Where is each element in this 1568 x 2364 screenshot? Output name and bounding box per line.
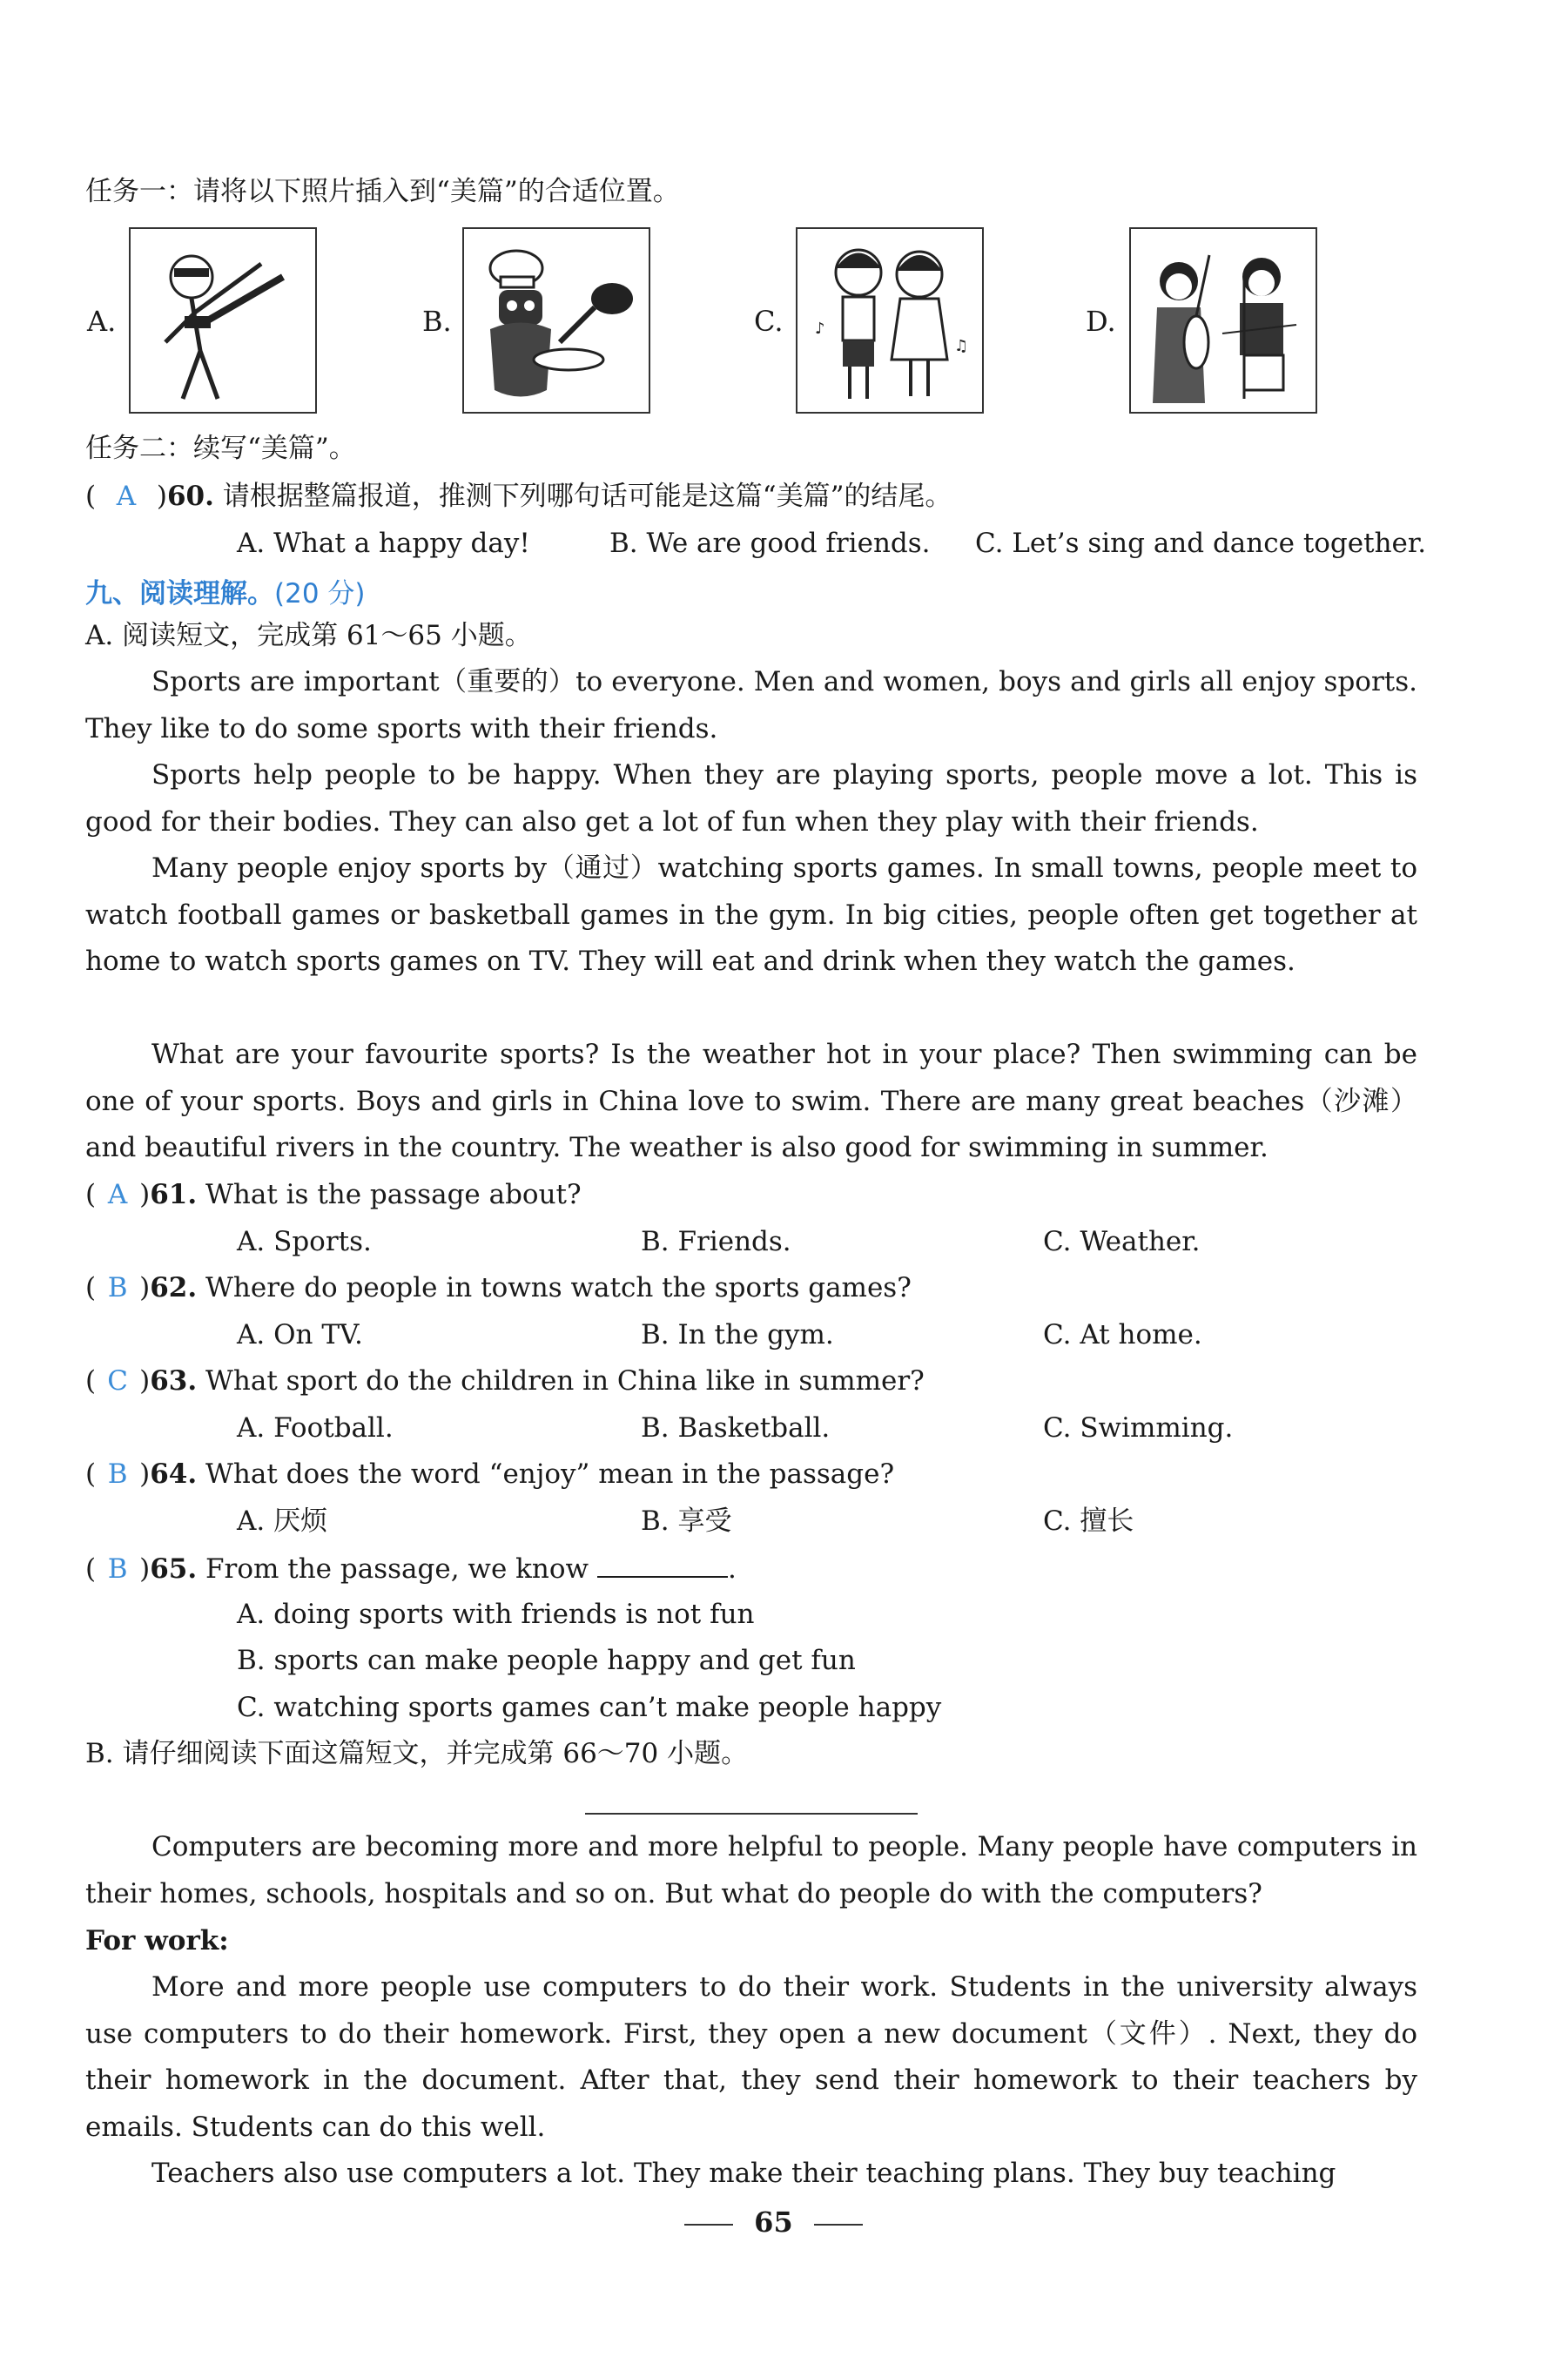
number-61: 61. bbox=[150, 1179, 198, 1210]
task2-title: 任务二：续写“美篇”。 bbox=[85, 433, 356, 464]
for-work-heading: For work: bbox=[85, 1925, 229, 1957]
photo-label-b: B. bbox=[422, 305, 452, 338]
option-63-c: C. Swimming. bbox=[1043, 1412, 1234, 1444]
singing-children-icon bbox=[797, 229, 982, 412]
partA-paragraph-1: Sports are important（重要的）to everyone. Men and women, boys and girls all enjoy sports. They like to do some sports with their friends. bbox=[85, 666, 1417, 744]
option-65-b: B. sports can make people happy and get fun bbox=[237, 1645, 856, 1676]
musicians-icon bbox=[1131, 229, 1316, 412]
question-64: ( B )64. What does the word “enjoy” mean in the passage? bbox=[85, 1458, 895, 1490]
partA-paragraph-4: What are your favourite sports? Is the weather hot in your place? Then swimming can be one of your sports. Boys and girls in China love to swim. There are many great beaches（沙滩）and beautiful rivers in the country. The weather is also good for swimming in summer. bbox=[85, 1039, 1417, 1163]
option-62-a: A. On TV. bbox=[237, 1319, 363, 1350]
number-64: 64. bbox=[150, 1458, 198, 1490]
photo-label-d: D. bbox=[1086, 305, 1116, 338]
photo-d bbox=[1129, 227, 1317, 414]
page-footer bbox=[684, 2205, 863, 2239]
question-62: ( B )62. Where do people in towns watch the sports games? bbox=[85, 1272, 912, 1303]
partA-instruction: A. 阅读短文，完成第 61～65 小题。 bbox=[85, 620, 532, 651]
question-63: ( C )63. What sport do the children in China like in summer? bbox=[85, 1365, 925, 1397]
section9-header bbox=[85, 571, 366, 610]
task1-title: 任务一：请将以下照片插入到“美篇”的合适位置。 bbox=[85, 176, 680, 207]
answer-61: A bbox=[107, 1179, 128, 1210]
option-60-b: B. We are good friends. bbox=[609, 528, 931, 559]
footer-dash-left bbox=[684, 2224, 733, 2226]
option-61-b: B. Friends. bbox=[641, 1226, 791, 1257]
number-63: 63. bbox=[150, 1365, 198, 1397]
stem-60: 请根据整篇报道，推测下列哪句话可能是这篇“美篇”的结尾。 bbox=[222, 481, 952, 512]
number-65: 65. bbox=[150, 1553, 198, 1585]
title-blank-line bbox=[585, 1813, 918, 1815]
partB-paragraph-1: Computers are becoming more and more helpful to people. Many people have computers in their homes, schools, hospitals and so on. But what do people do with the computers? bbox=[85, 1831, 1417, 1909]
option-62-b: B. In the gym. bbox=[641, 1319, 834, 1350]
stem-63: What sport do the children in China like in summer? bbox=[205, 1365, 925, 1397]
page-number: 65 bbox=[754, 2206, 793, 2239]
photo-label-a: A. bbox=[87, 305, 117, 338]
option-64-b: B. 享受 bbox=[641, 1505, 732, 1537]
partA-paragraph-3: Many people enjoy sports by（通过）watching sports games. In small towns, people meet to watch football games or basketball games in the gym. In big cities, people often get together at home to watch sports games on TV. They will eat and drink when they watch the games. bbox=[85, 852, 1417, 977]
option-62-c: C. At home. bbox=[1043, 1319, 1202, 1350]
option-63-b: B. Basketball. bbox=[641, 1412, 831, 1444]
number-60: 60. bbox=[166, 481, 214, 512]
photo-a bbox=[129, 227, 317, 414]
section9-score: (20 分) bbox=[274, 578, 366, 610]
option-61-a: A. Sports. bbox=[237, 1226, 372, 1257]
option-61-c: C. Weather. bbox=[1043, 1226, 1201, 1257]
number-62: 62. bbox=[150, 1272, 198, 1303]
stem-65: From the passage, we know bbox=[205, 1553, 589, 1585]
answer-blank-65[interactable] bbox=[597, 1550, 728, 1578]
partB-paragraph-2: More and more people use computers to do their work. Students in the university always use computers to do their homework. First, they open a new document（文件）. Next, they do their homework in the document. After that, they send their homework to their teachers by emails. Students can do this well. bbox=[85, 1971, 1417, 2143]
option-64-a: A. 厌烦 bbox=[237, 1505, 328, 1537]
robot-chef-icon bbox=[464, 229, 649, 412]
karate-boy-icon bbox=[131, 229, 315, 412]
partB-instruction: B. 请仔细阅读下面这篇短文，并完成第 66～70 小题。 bbox=[85, 1738, 749, 1769]
photo-label-c: C. bbox=[754, 305, 784, 338]
answer-63: C bbox=[107, 1365, 128, 1397]
partA-paragraph-2: Sports help people to be happy. When they are playing sports, people move a lot. This is good for their bodies. They can also get a lot of fun when they play with their friends. bbox=[85, 759, 1417, 838]
footer-dash-right bbox=[814, 2224, 863, 2226]
stem-62: Where do people in towns watch the sports games? bbox=[205, 1272, 912, 1303]
question-65: ( B )65. From the passage, we know . bbox=[85, 1550, 737, 1586]
option-64-c: C. 擅长 bbox=[1043, 1505, 1134, 1537]
partB-paragraph-3: Teachers also use computers a lot. They make their teaching plans. They buy teaching bbox=[151, 2158, 1336, 2189]
svg-text:♫: ♫ bbox=[954, 337, 969, 355]
option-63-a: A. Football. bbox=[237, 1412, 394, 1444]
photo-b bbox=[462, 227, 650, 414]
photo-c bbox=[796, 227, 984, 414]
question-61: ( A )61. What is the passage about? bbox=[85, 1179, 582, 1210]
option-60-c: C. Let’s sing and dance together. bbox=[975, 528, 1427, 559]
stem-65-end: . bbox=[727, 1553, 737, 1585]
question-60: ( A )60. 请根据整篇报道，推测下列哪句话可能是这篇“美篇”的结尾。 bbox=[85, 481, 952, 512]
answer-64: B bbox=[107, 1458, 128, 1490]
answer-65: B bbox=[107, 1553, 128, 1585]
option-60-a: A. What a happy day! bbox=[237, 528, 530, 559]
option-65-a: A. doing sports with friends is not fun bbox=[237, 1599, 755, 1630]
answer-62: B bbox=[107, 1272, 128, 1303]
answer-60: A bbox=[116, 481, 137, 512]
section9-title: 九、阅读理解。 bbox=[85, 578, 274, 610]
stem-61: What is the passage about? bbox=[205, 1179, 582, 1210]
svg-text:♪: ♪ bbox=[815, 320, 825, 338]
stem-64: What does the word “enjoy” mean in the passage? bbox=[205, 1458, 895, 1490]
option-65-c: C. watching sports games can’t make people happy bbox=[237, 1692, 942, 1723]
